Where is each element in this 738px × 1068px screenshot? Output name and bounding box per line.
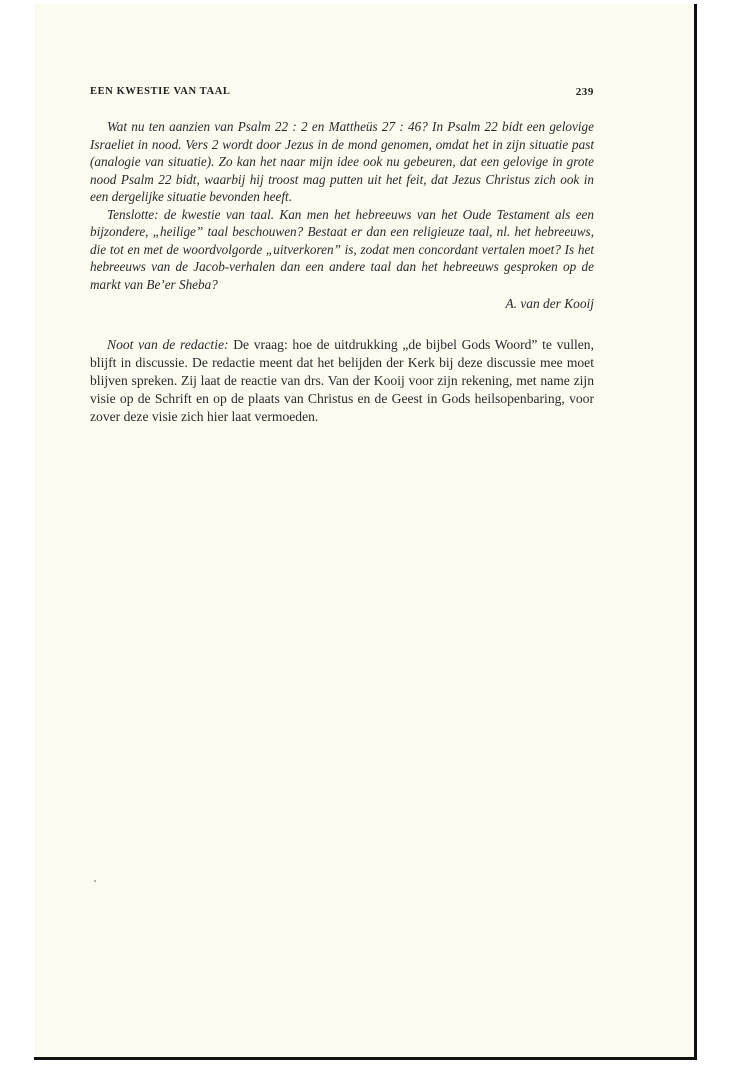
running-head-title: EEN KWESTIE VAN TAAL [90,86,231,97]
running-head [90,86,594,106]
editorial-note-label: Noot van de redactie: [107,337,229,352]
author-signature: A. van der Kooij [505,296,594,311]
letter-body [90,118,594,313]
letter-paragraph-2: Tenslotte: de kwestie van taal. Kan men het hebreeuws van het Oude Testament als een bijzondere, „heilige” taal beschouwen? Bestaat er dan een religieuze taal, nl. het hebreeuws, die tot en met de woordvolgorde „uitverkoren” is, zodat men concordant vertalen moet? Is het hebreeuws van de Jacob-verhalen dan een andere taal dan het hebreeuws gesproken op de markt van Be’er Sheba? [90,206,594,292]
page-number: 239 [575,86,594,98]
page-sheet [34,4,697,1060]
letter-paragraph-1: Wat nu ten aanzien van Psalm 22 : 2 en Mattheüs 27 : 46? In Psalm 22 bidt een gelovige Israeliet in nood. Vers 2 wordt door Jezus in de mond genomen, omdat het in zijn situatie past (analogie van situatie). Zo kan het naar mijn idee ook nu gebeuren, dat een gelovige in grote nood Psalm 22 bidt, waarbij hij troost mag putten uit het feit, dat Jezus Christus zich ook in een dergelijke situatie bevonden heeft. [90,119,594,204]
scan-speck [94,880,96,882]
editorial-note-text: De vraag: hoe de uitdrukking „de bijbel Gods Woord” te vullen, blijft in discussie. De redactie meent dat het belijden der Kerk bij deze discussie mee moet blijven spreken. Zij laat de reactie van drs. Van der Kooij voor zijn rekening, met name zijn visie op de Schrift en op de plaats van Christus en de Geest in Gods heilsopenbaring, voor zover deze visie zich hier laat vermoeden. [90,337,594,424]
page-content [90,86,594,440]
editorial-note [90,336,594,426]
